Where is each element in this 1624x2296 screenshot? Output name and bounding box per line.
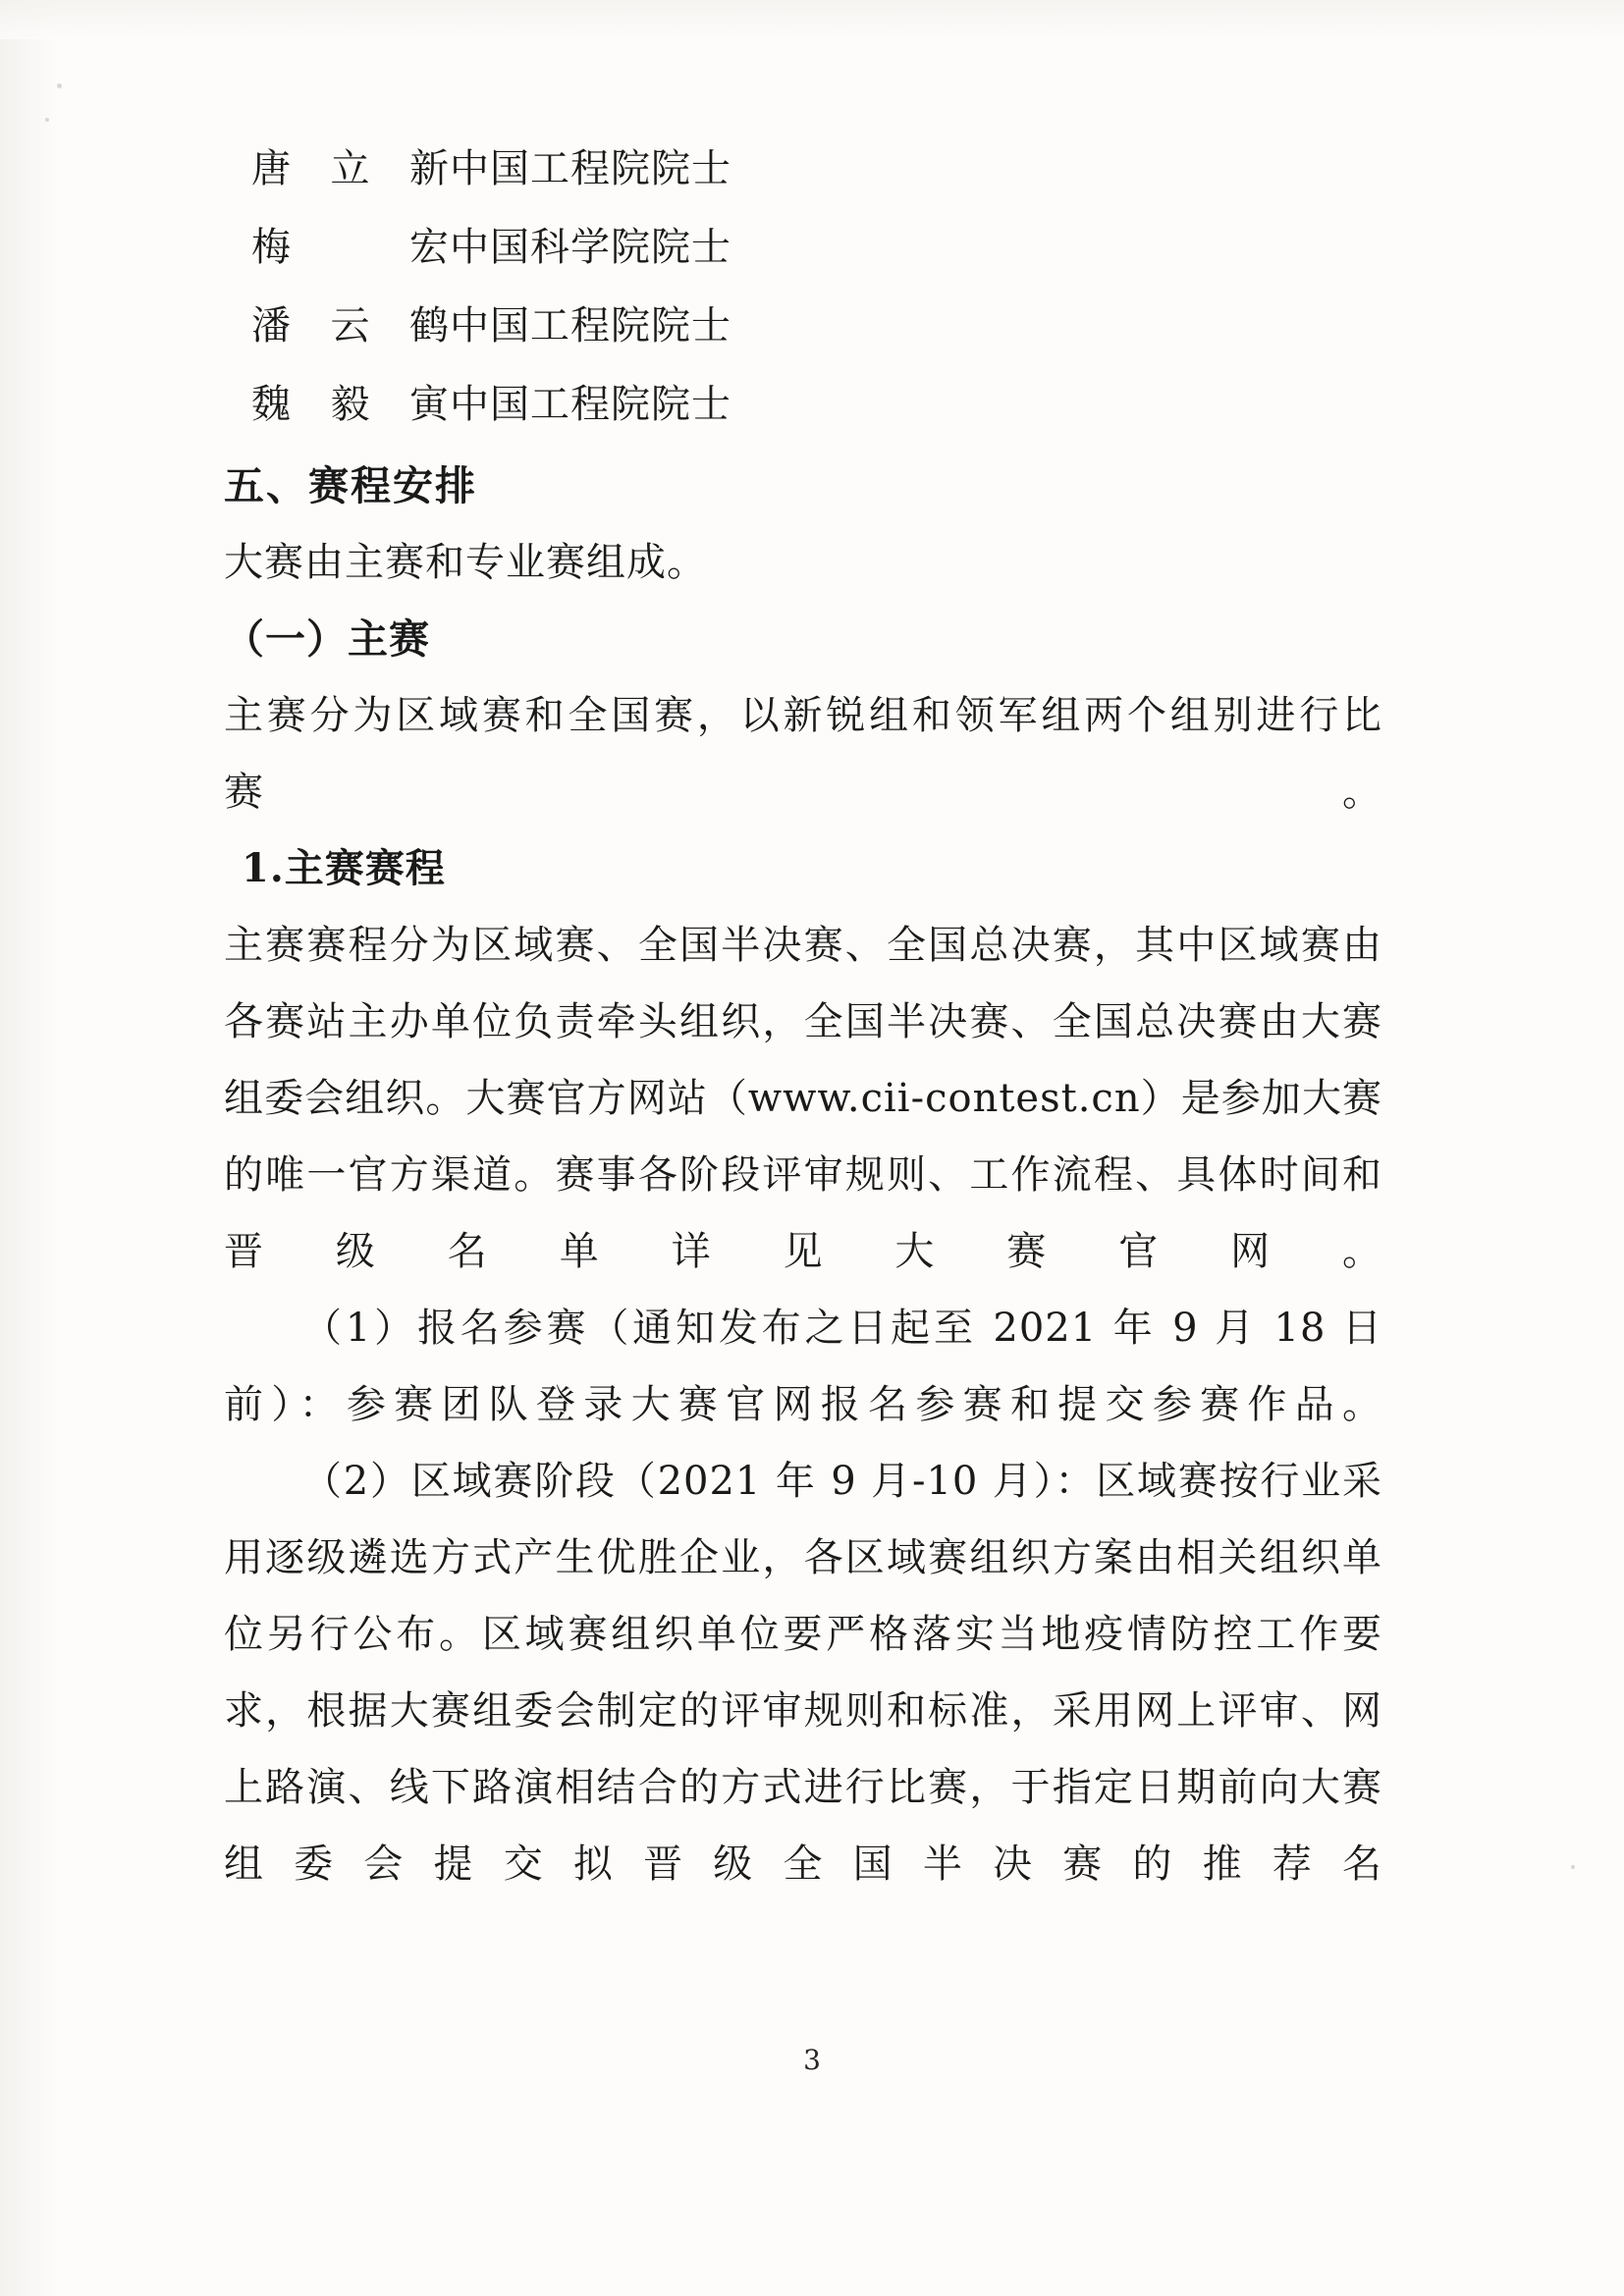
- roster-name: 魏毅寅: [251, 382, 450, 427]
- scan-speck: [1571, 1865, 1575, 1869]
- roster-row: [224, 365, 1382, 444]
- roster-title: 中国科学院院士: [450, 225, 731, 270]
- roster-name: 潘云鹤: [251, 303, 450, 348]
- item-heading: 1.主赛赛程: [242, 845, 446, 891]
- page-number: 3: [803, 2044, 821, 2076]
- roster-title: 中国工程院院士: [450, 146, 731, 191]
- document-body: [224, 130, 1382, 1902]
- roster-name: 唐立新: [251, 146, 450, 191]
- section-heading: 五、赛程安排: [224, 462, 477, 509]
- roster-row: [224, 287, 1382, 365]
- roster-title: 中国工程院院士: [450, 303, 731, 348]
- intro-paragraph: 大赛由主赛和专业赛组成。: [224, 540, 707, 585]
- roster-title: 中国工程院院士: [450, 382, 731, 427]
- roster-row: [224, 130, 1382, 208]
- item-paragraph-part2: ）是参加大赛的唯一官方渠道。赛事各阶段评审规则、工作流程、具体时间和晋级名单详见大赛官网。: [224, 1076, 1383, 1274]
- item-paragraph-part1: 主赛赛程分为区域赛、全国半决赛、全国总决赛，其中区域赛由各赛站主办单位负责牵头组织，全国半决赛、全国总决赛由大赛组委会组织。大赛官方网站（: [224, 923, 1382, 1121]
- item-paragraph: [224, 907, 1382, 1290]
- subsection-heading: （一）主赛: [224, 615, 430, 663]
- roster-row: [224, 208, 1382, 287]
- numbered-item-1: （1）报名参赛（通知发布之日起至 2021 年 9 月 18 日前）：参赛团队登录大赛官网报名参赛和提交参赛作品。: [224, 1306, 1382, 1427]
- page-left-shading: [0, 0, 59, 2296]
- roster-name: 梅 宏: [251, 225, 450, 270]
- contest-website-url: www.cii-contest.cn: [747, 1076, 1141, 1121]
- page-top-shading: [0, 0, 1624, 39]
- subsection-paragraph: 主赛分为区域赛和全国赛，以新锐组和领军组两个组别进行比赛。: [224, 693, 1382, 815]
- scan-speck: [57, 83, 62, 88]
- numbered-item-2: （2）区域赛阶段（2021 年 9 月-10 月）：区域赛按行业采用逐级遴选方式产生优胜企业，各区域赛组织方案由相关组织单位另行公布。区域赛组织单位要严格落实当地疫情防控工作要求，根据大赛组委会制定的评审规则和标准，采用网上评审、网上路演、线下路演相结合的方式进行比赛，于指定日期前向大赛组委会提交拟晋级全国半决赛的推荐名: [224, 1459, 1382, 1887]
- scan-speck: [45, 118, 49, 122]
